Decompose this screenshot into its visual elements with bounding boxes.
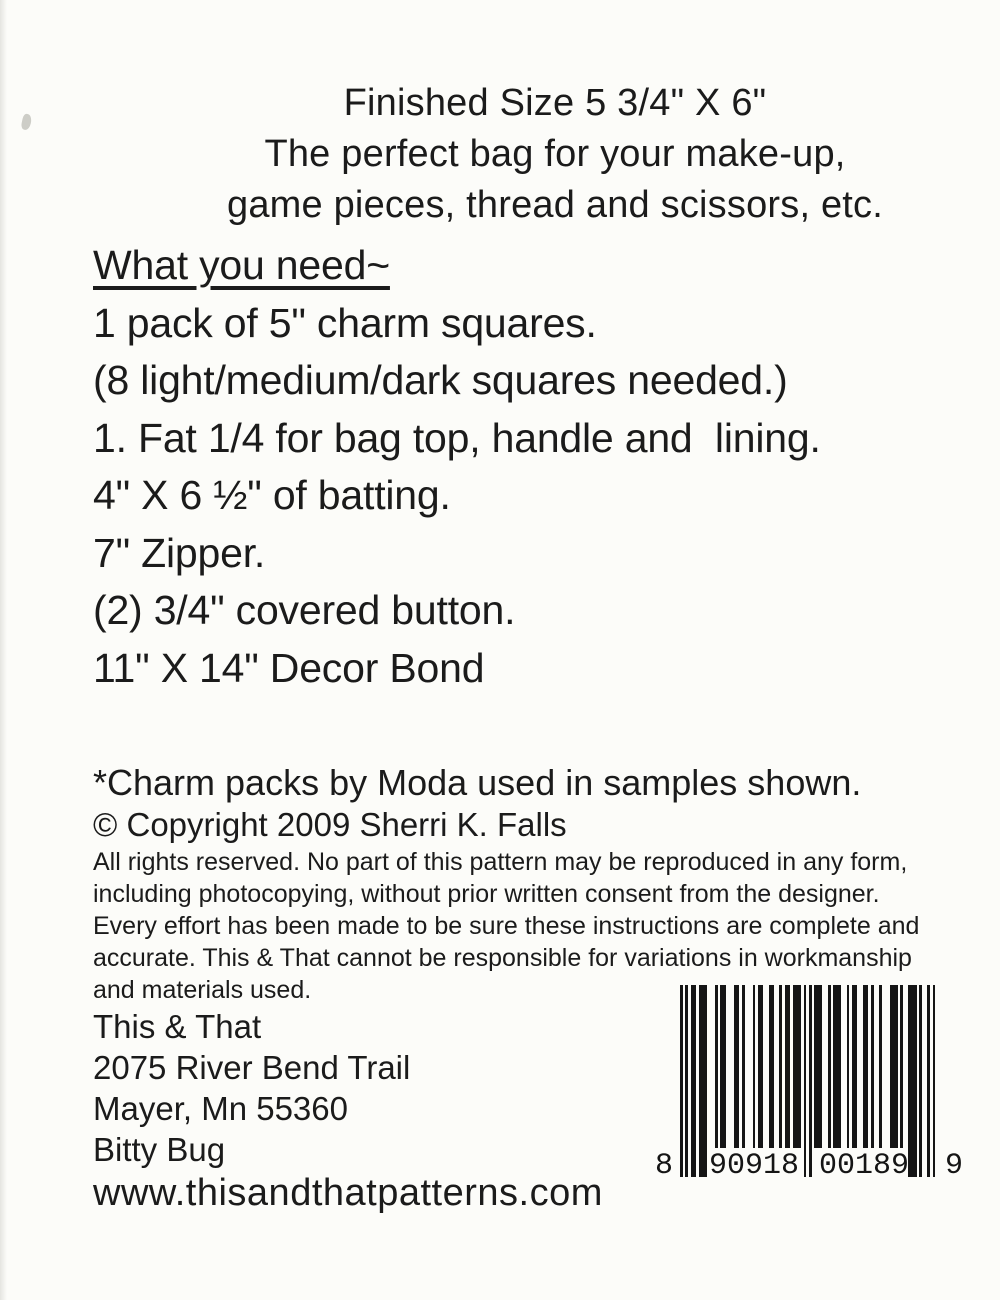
copyright-line: © Copyright 2009 Sherri K. Falls bbox=[93, 806, 567, 843]
materials-heading: What you need~ bbox=[93, 242, 390, 288]
upc-barcode bbox=[653, 985, 993, 1185]
material-item-fat-quarter: 1. Fat 1/4 for bag top, handle and lining. bbox=[93, 414, 821, 461]
charm-pack-note: *Charm packs by Moda used in samples shown. bbox=[93, 762, 862, 803]
website-url: www.thisandthatpatterns.com bbox=[93, 1172, 603, 1214]
barcode-digit-right: 9 bbox=[945, 1149, 964, 1183]
material-item-decor-bond: 11" X 14" Decor Bond bbox=[93, 644, 485, 691]
material-item-buttons: (2) 3/4" covered button. bbox=[93, 587, 516, 633]
publisher-address-city: Mayer, Mn 55360 bbox=[93, 1090, 348, 1127]
barcode-left-group: 90918 bbox=[709, 1149, 800, 1183]
legal-line-5: and materials used. bbox=[93, 976, 312, 1004]
legal-text bbox=[93, 846, 1000, 1006]
legal-line-3: Every effort has been made to be sure these instructions are complete and bbox=[93, 912, 920, 940]
publisher-name: This & That bbox=[93, 1008, 262, 1045]
material-item-charm-pack: 1 pack of 5" charm squares. bbox=[93, 299, 597, 346]
barcode-right-group: 00189 bbox=[819, 1149, 910, 1183]
header-block bbox=[0, 0, 1000, 231]
legal-line-2: including photocopying, without prior written consent from the designer. bbox=[93, 880, 880, 908]
legal-line-1: All rights reserved. No part of this pattern may be reproduced in any form, bbox=[93, 848, 908, 876]
barcode-digit-left: 8 bbox=[655, 1149, 674, 1183]
tagline-line-1: The perfect bag for your make-up, bbox=[264, 133, 846, 175]
legal-line-4: accurate. This & That cannot be responsible for variations in workmanship bbox=[93, 944, 912, 972]
material-item-squares-needed: (8 light/medium/dark squares needed.) bbox=[93, 357, 788, 403]
material-item-batting: 4" X 6 ½" of batting. bbox=[93, 472, 451, 518]
material-item-zipper: 7" Zipper. bbox=[93, 529, 266, 576]
pattern-product-name: Bitty Bug bbox=[93, 1131, 226, 1168]
materials-section bbox=[93, 237, 1000, 697]
publisher-address-street: 2075 River Bend Trail bbox=[93, 1049, 411, 1086]
tagline-line-2: game pieces, thread and scissors, etc. bbox=[226, 184, 884, 226]
finished-size-line: Finished Size 5 3/4" X 6" bbox=[343, 82, 767, 124]
